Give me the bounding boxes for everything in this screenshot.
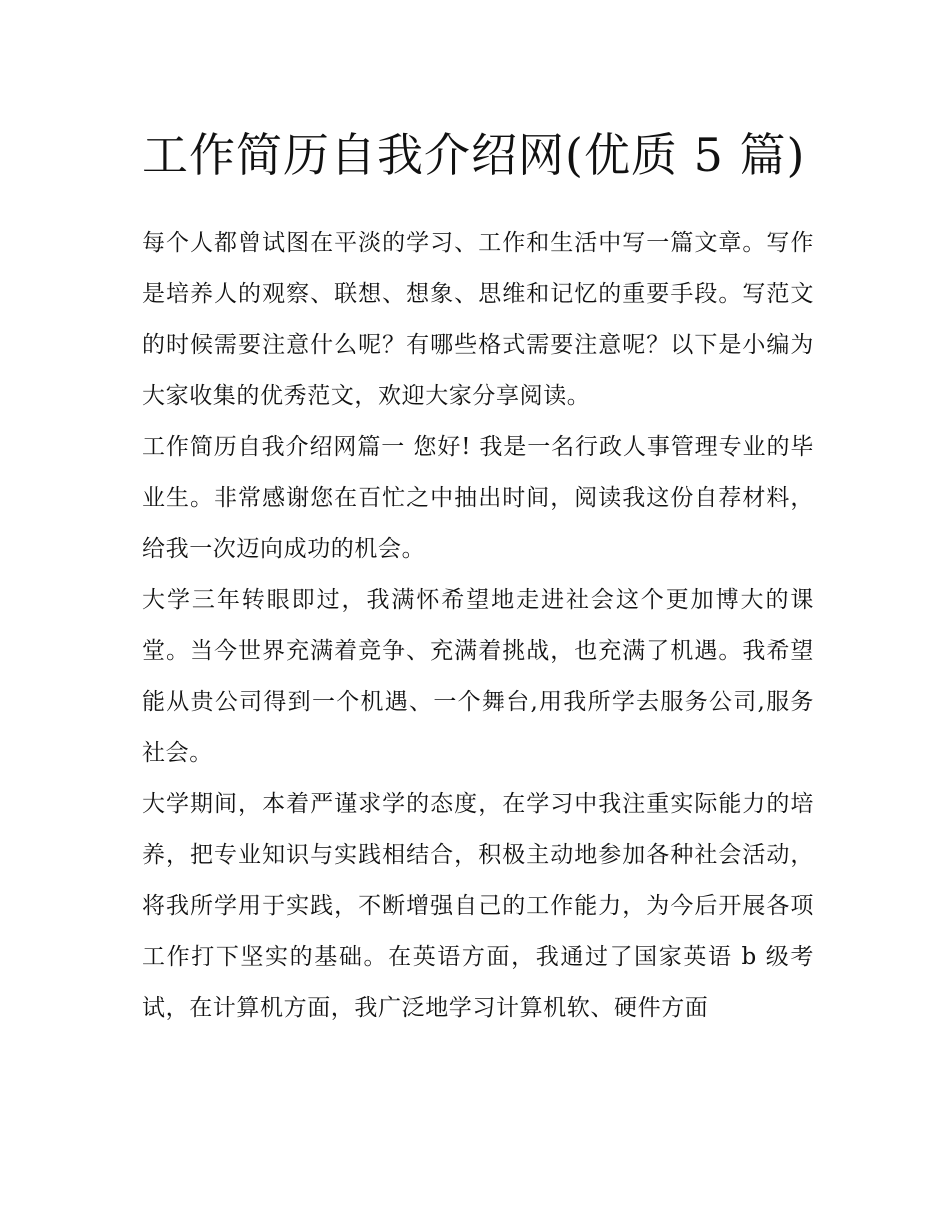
document-page: [142, 118, 814, 1034]
intro-paragraph: 每个人都曾试图在平淡的学习、工作和生活中写一篇文章。写作是培养人的观察、联想、想象、思维和记忆的重要手段。写范文的时候需要注意什么呢？有哪些格式需要注意呢？以下是小编为大家收集的优秀范文，欢迎大家分享阅读。: [142, 230, 814, 409]
document-title: 工作简历自我介绍网(优质 5 篇): [142, 128, 806, 182]
body-paragraph-greeting: 工作简历自我介绍网篇一 您好! 我是一名行政人事管理专业的毕业生。非常感谢您在百忙之中抽出时间，阅读我这份自荐材料，给我一次迈向成功的机会。: [142, 434, 814, 562]
body-paragraph-university: 大学三年转眼即过，我满怀希望地走进社会这个更加博大的课堂。当今世界充满着竞争、充满着挑战，也充满了机遇。我希望能从贵公司得到一个机遇、一个舞台,用我所学去服务公司,服务社会。: [142, 587, 814, 766]
body-paragraph-study: 大学期间，本着严谨求学的态度，在学习中我注重实际能力的培养，把专业知识与实践相结合，积极主动地参加各种社会活动，将我所学用于实践，不断增强自己的工作能力，为今后开展各项工作打下坚实的基础。在英语方面，我通过了国家英语 b 级考试，在计算机方面，我广泛地学习计算机软、硬件方面: [142, 791, 814, 1021]
